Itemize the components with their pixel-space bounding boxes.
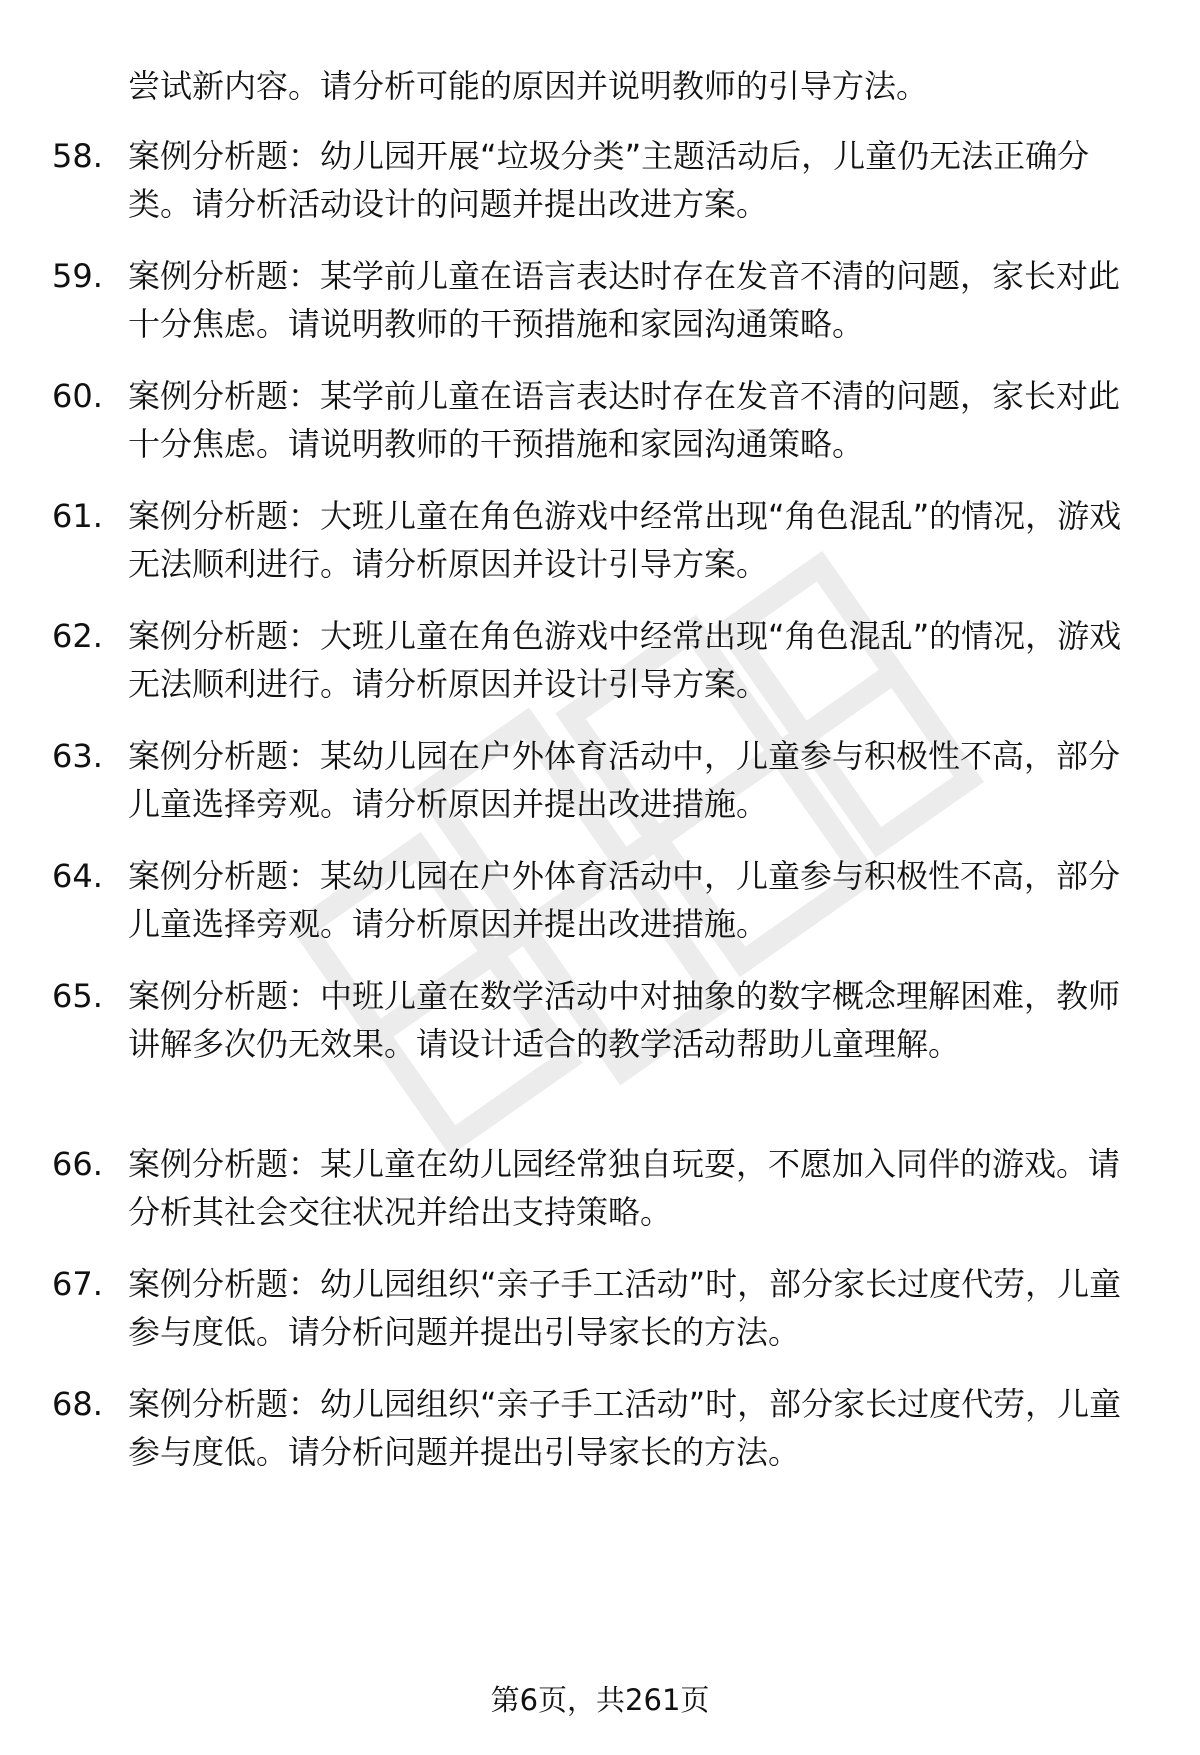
question-number: 67.: [52, 1265, 103, 1303]
question-text: 案例分析题：某学前儿童在语言表达时存在发音不清的问题，家长对此十分焦虑。请说明教师的干预措施和家园沟通策略。: [128, 257, 1121, 343]
question-text: 案例分析题：大班儿童在角色游戏中经常出现“角色混乱”的情况，游戏无法顺利进行。请分析原因并设计引导方案。: [128, 617, 1122, 703]
question-text: 案例分析题：大班儿童在角色游戏中经常出现“角色混乱”的情况，游戏无法顺利进行。请分析原因并设计引导方案。: [128, 497, 1122, 583]
question-number: 60.: [52, 377, 103, 415]
question-text: 案例分析题：幼儿园组织“亲子手工活动”时，部分家长过度代劳，儿童参与度低。请分析问题并提出引导家长的方法。: [128, 1385, 1122, 1471]
question-text: 案例分析题：某儿童在幼儿园经常独自玩耍，不愿加入同伴的游戏。请分析其社会交往状况并给出支持策略。: [128, 1145, 1121, 1231]
question-number: 58.: [52, 137, 103, 175]
question-number: 59.: [52, 257, 103, 295]
question-text: 案例分析题：中班儿童在数学活动中对抽象的数字概念理解困难，教师讲解多次仍无效果。请设计适合的教学活动帮助儿童理解。: [128, 977, 1121, 1063]
question-number: 63.: [52, 737, 103, 775]
question-number: 64.: [52, 857, 103, 895]
continuation-text: 尝试新内容。请分析可能的原因并说明教师的引导方法。: [128, 67, 929, 105]
page-footer: 第6页，共261页: [490, 1683, 710, 1717]
question-number: 68.: [52, 1385, 103, 1423]
question-text: 案例分析题：幼儿园组织“亲子手工活动”时，部分家长过度代劳，儿童参与度低。请分析问题并提出引导家长的方法。: [128, 1265, 1122, 1351]
question-text: 案例分析题：幼儿园开展“垃圾分类”主题活动后，儿童仍无法正确分类。请分析活动设计的问题并提出改进方案。: [128, 137, 1090, 223]
question-number: 66.: [52, 1145, 103, 1183]
question-number: 65.: [52, 977, 103, 1015]
question-text: 案例分析题：某学前儿童在语言表达时存在发音不清的问题，家长对此十分焦虑。请说明教师的干预措施和家园沟通策略。: [128, 377, 1121, 463]
question-text: 案例分析题：某幼儿园在户外体育活动中，儿童参与积极性不高，部分儿童选择旁观。请分析原因并提出改进措施。: [128, 737, 1121, 823]
question-number: 62.: [52, 617, 103, 655]
question-text: 案例分析题：某幼儿园在户外体育活动中，儿童参与积极性不高，部分儿童选择旁观。请分析原因并提出改进措施。: [128, 857, 1121, 943]
question-number: 61.: [52, 497, 103, 535]
